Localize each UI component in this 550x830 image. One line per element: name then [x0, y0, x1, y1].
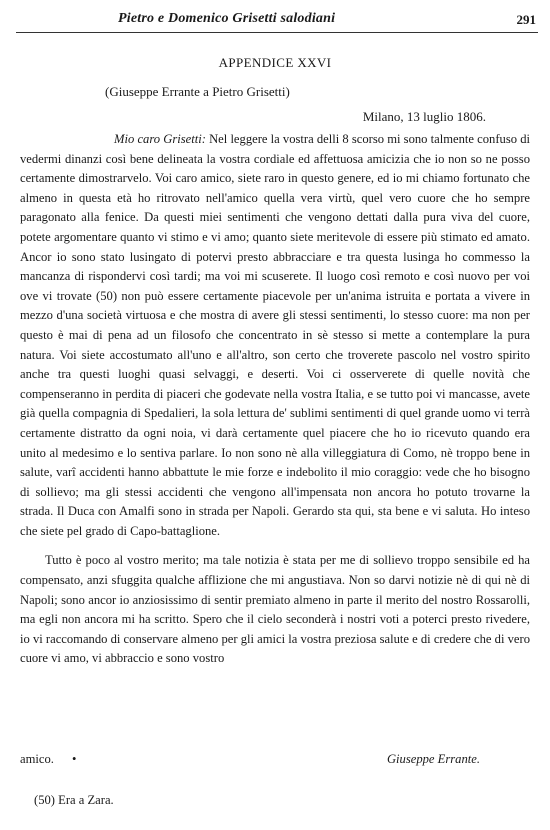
letter-subtitle: (Giuseppe Errante a Pietro Grisetti) — [105, 84, 290, 99]
running-head: Pietro e Domenico Grisetti salodiani — [118, 11, 336, 26]
closing: amico. — [20, 752, 54, 766]
signature-name: Giuseppe Errante. — [386, 752, 480, 766]
header-rule — [16, 32, 538, 33]
signature-line — [20, 752, 530, 772]
letter-body — [20, 130, 530, 669]
appendix-title: APPENDICE XXVI — [218, 55, 332, 70]
paragraph-1-text: Nel leggere la vostra delli 8 scorso mi sono talmente confuso di vedermi dinanzi così bene delineata la vostra cordiale ed affettuosa amicizia che io non so ne posso certamente dimostrarvelo. Voi caro amico, siete raro in questo genere, ed io mi chiamo fortunato che almeno in questa età ho ritrovato nell'amico quella vera virtù, quel vero cuore che ho sempre paragonato alla fenice. Da questi miei sentimenti che vengono dettati dalla pura viva del cuore, potete argomentare quanto vi stimo e vi amo; quanto siete meritevole di essere più stimato ed amato. Ancor io sono stato lusingato di potervi presto abbracciare e tra questa lusinga ho commesso la mancanza di rispondervi così tardi; ma voi mi scuserete. Il luogo così remoto e così nuovo per voi ove vi trovate (50) non può essere certamente piacevole per un'anima istruita e portata a vivere in mezzo d'una società virtuosa e che mostra di avere gli stessi sentimenti, lo stesso cuore: ma non per questo è mai di pena ad un filosofo che concentrato in sè stesso si mette a contemplare la pura natura. Voi siete accostumato all'uno e all'altro, son certo che troverete pascolo nel vostro spirito anche tra questi luoghi quasi selvaggi, e deserti. Voi ci osserverete di quelle novità che compenseranno in perdita di piaceri che godevate nella vostra Italia, e se tutto poi vi mancasse, avete già quella compagnia di Spedalieri, la sola lettura de' sublimi sentimenti di quel grande uomo vi terrà certamente distratto da ogni noia, vi darà certamente quel piacere che ho io ricevuto quando era unito al medesimo e lo sentiva parlare. Io non sono nè alla villeggiatura di Como, nè troppo bene in salute, varî accidenti hanno abbattute le mie forze e indebolito il mio coraggio: vede che ho bisogno di sollievo; ma gli stessi accidenti che vengono all'impensata non ancora ho potuto trovarne la strada. Il Duca con Amalfi sono in strada per Napoli. Gerardo sta qui, sta bene e vi saluta. Ho inteso che siete pel grado di Capo-battaglione. — [20, 132, 530, 538]
salutation: Mio caro Grisetti: — [114, 132, 206, 146]
closing-mark: • — [72, 752, 77, 766]
page-number: 291 — [516, 12, 536, 27]
paragraph-2: Tutto è poco al vostro merito; ma tale notizia è stata per me di sollievo troppo sensibile ed ha compensato, anzi sfuggita qualche afflizione che mi angustiava. Non so darvi notizie nè di qui nè di Napoli; sono ancor io anziosissimo di sentir premiato almeno in parte il merito del nostro Rossarolli, ma egli non ancora mi ha scritto. Spero che il cielo seconderà i nostri voti a poterci presto rivedere, io vi raccomando di conservare almeno per gli amici la vostra preziosa salute e di credere che di vero cuore vi amo, vi abbraccio e sono vostro — [20, 553, 530, 666]
letter-dateline: Milano, 13 luglio 1806. — [362, 109, 486, 124]
footnote: (50) Era a Zara. — [34, 793, 114, 807]
paragraph-1 — [20, 130, 530, 541]
